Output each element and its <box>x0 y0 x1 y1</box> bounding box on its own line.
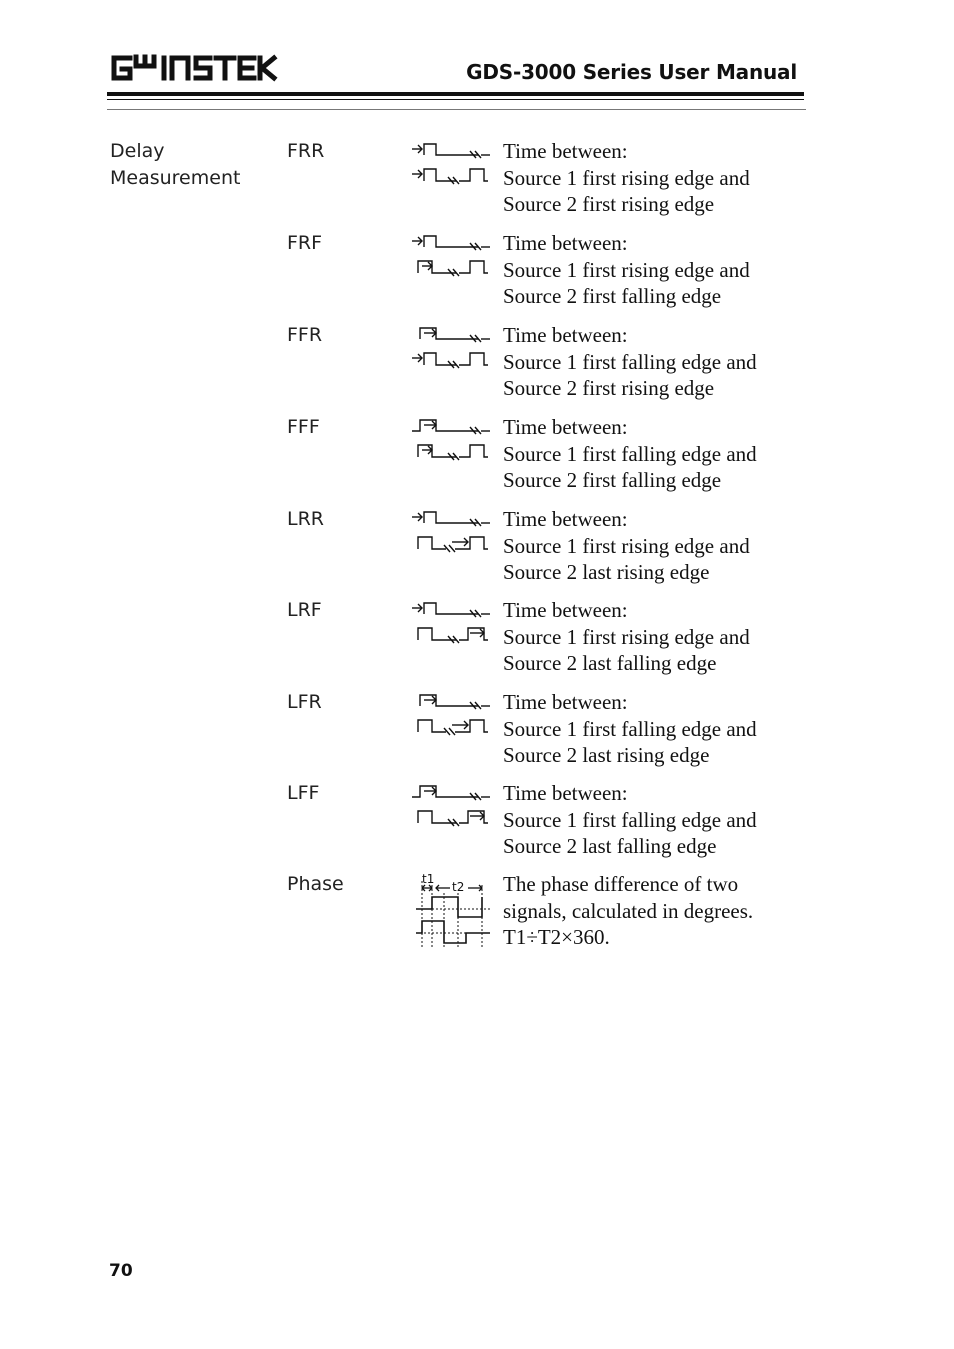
description-line: Time between: <box>503 415 628 439</box>
delay-lff-icon <box>412 783 494 836</box>
description-line: Source 2 first rising edge <box>503 376 715 401</box>
description-line: Time between: <box>503 231 628 255</box>
description-line: Time between: <box>503 598 628 622</box>
entry-code: FFR <box>287 324 323 346</box>
page-number: 70 <box>109 1261 133 1281</box>
description-line: Source 1 first falling edge and <box>503 349 757 374</box>
entry-description <box>503 138 803 218</box>
description-line: Time between: <box>503 690 628 714</box>
entry-description <box>503 780 803 860</box>
description-line: Source 2 first falling edge <box>503 468 722 493</box>
entry-description <box>503 597 803 677</box>
description-line: Time between: <box>503 323 628 347</box>
phase-t1-label: t1 <box>422 872 435 886</box>
header-rule-thick <box>107 92 804 96</box>
section-label-line2: Measurement <box>110 167 241 189</box>
header-rule-faint <box>107 109 806 110</box>
entry-description <box>503 414 803 494</box>
delay-lrf-icon <box>412 600 494 653</box>
entry-code: LFF <box>287 782 320 804</box>
delay-ffr-icon <box>412 325 494 378</box>
section-label <box>110 138 280 192</box>
entry-code: Phase <box>287 873 344 895</box>
description-line: Source 1 first rising edge and <box>503 165 750 190</box>
phase-diagram-icon <box>412 871 494 954</box>
description-line: Source 1 first rising edge and <box>503 257 750 282</box>
description-line: Source 2 last rising edge <box>503 743 710 768</box>
description-line: Source 1 first rising edge and <box>503 533 750 558</box>
description-line: Source 1 first falling edge and <box>503 807 757 832</box>
description-line: Time between: <box>503 781 628 805</box>
header-rule-thin <box>107 99 804 100</box>
description-line: Source 1 first falling edge and <box>503 716 757 741</box>
entry-description <box>503 689 803 769</box>
description-line: signals, calculated in degrees. <box>503 898 754 923</box>
manual-title: GDS-3000 Series User Manual <box>466 60 797 84</box>
description-line: The phase difference of two <box>503 872 739 896</box>
description-line: Time between: <box>503 507 628 531</box>
entry-code: LFR <box>287 691 322 713</box>
entry-description <box>503 871 803 951</box>
entry-description <box>503 322 803 402</box>
entry-code: FRF <box>287 232 323 254</box>
delay-frr-icon <box>412 141 494 194</box>
description-line: Source 2 last falling edge <box>503 651 717 676</box>
entry-code: FRR <box>287 140 325 162</box>
description-line: T1÷T2×360. <box>503 925 610 950</box>
entry-code: LRF <box>287 599 322 621</box>
description-line: Source 2 last falling edge <box>503 834 717 859</box>
entry-code: LRR <box>287 508 324 530</box>
phase-t2-label: t2 <box>452 880 465 894</box>
description-line: Time between: <box>503 139 628 163</box>
delay-frf-icon <box>412 233 494 286</box>
description-line: Source 2 first rising edge <box>503 192 715 217</box>
entry-description <box>503 230 803 310</box>
gw-instek-logo <box>108 52 278 84</box>
entry-description <box>503 506 803 586</box>
delay-lrr-icon <box>412 509 494 562</box>
delay-fff-icon <box>412 417 494 470</box>
entry-code: FFF <box>287 416 320 438</box>
description-line: Source 1 first rising edge and <box>503 624 750 649</box>
description-line: Source 2 first falling edge <box>503 284 722 309</box>
delay-lfr-icon <box>412 692 494 745</box>
description-line: Source 1 first falling edge and <box>503 441 757 466</box>
section-label-line1: Delay <box>110 140 165 162</box>
description-line: Source 2 last rising edge <box>503 560 710 585</box>
